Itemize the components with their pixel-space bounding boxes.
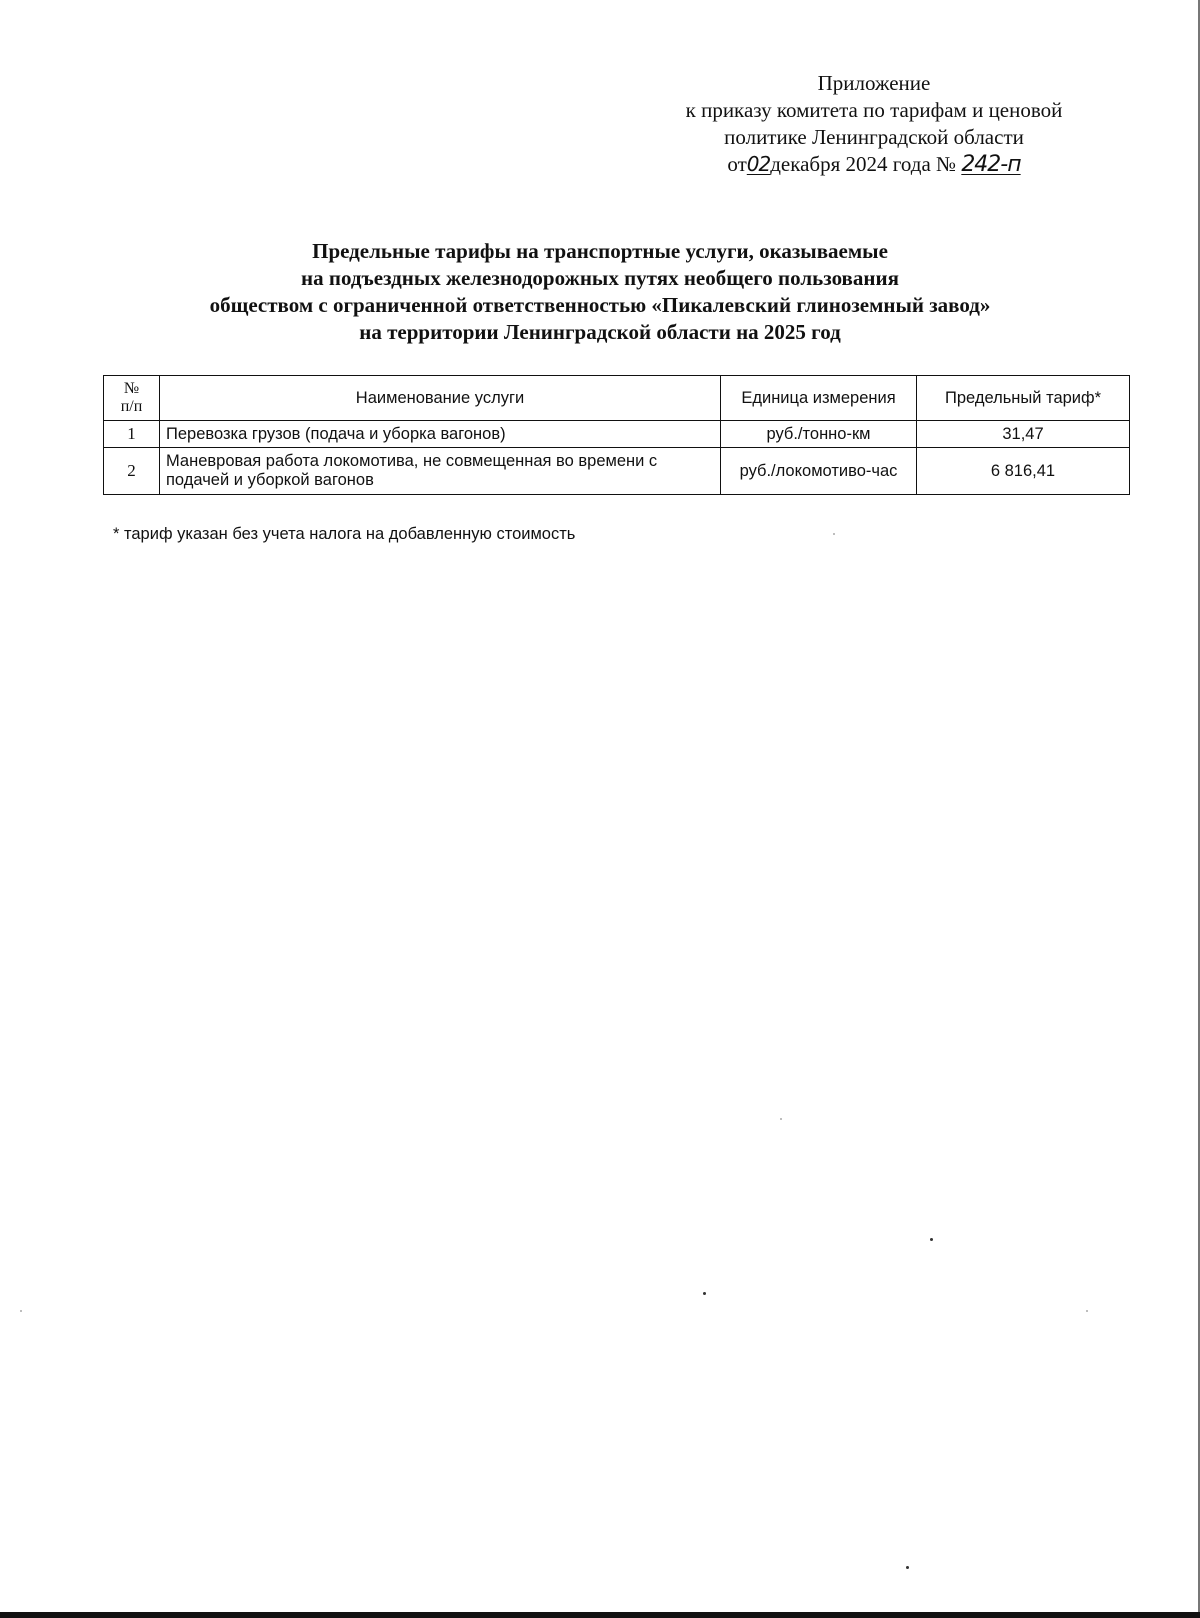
title-line-1: Предельные тарифы на транспортные услуги, оказываемые	[312, 239, 888, 263]
order-prefix: от	[727, 152, 747, 176]
row-tariff: 31,47	[917, 421, 1130, 448]
scan-speck	[906, 1566, 909, 1569]
title-line-2: на подъездных железнодорожных путях необщего пользования	[301, 266, 899, 290]
handwritten-order-number: 242-п	[961, 152, 1021, 177]
table-row	[104, 448, 1130, 495]
scan-speck	[1086, 1310, 1088, 1312]
document-title	[150, 238, 1050, 346]
title-line-3: обществом с ограниченной ответственностью «Пикалевский глиноземный завод»	[209, 293, 991, 317]
row-unit: руб./локомотиво-час	[721, 448, 917, 495]
footnote: * тариф указан без учета налога на добавленную стоимость	[113, 525, 576, 543]
scan-speck	[780, 1118, 782, 1120]
scan-speck	[833, 533, 835, 535]
row-tariff: 6 816,41	[917, 448, 1130, 495]
row-num: 1	[104, 421, 160, 448]
appendix-line-1: к приказу комитета по тарифам и ценовой	[685, 98, 1063, 122]
scan-speck	[703, 1292, 706, 1295]
tariff-table	[103, 375, 1130, 495]
header-num-line-1: №	[123, 380, 140, 397]
header-num-line-2: п/п	[120, 398, 143, 415]
header-tariff: Предельный тариф*	[917, 376, 1130, 421]
title-line-4: на территории Ленинградской области на 2025 год	[359, 320, 841, 344]
header-service: Наименование услуги	[160, 376, 721, 421]
scan-speck	[930, 1238, 933, 1241]
row-unit: руб./тонно-км	[721, 421, 917, 448]
order-reference	[644, 151, 1104, 178]
scan-speck	[20, 1310, 22, 1312]
row-service: Маневровая работа локомотива, не совмещенная во времени с подачей и уборкой вагонов	[160, 448, 721, 495]
header-unit: Единица измерения	[721, 376, 917, 421]
table-header-row	[104, 376, 1130, 421]
handwritten-order-day: 02	[746, 152, 771, 176]
scan-edge	[0, 1612, 1200, 1618]
header-num	[104, 376, 160, 421]
table-row	[104, 421, 1130, 448]
row-num: 2	[104, 448, 160, 495]
row-service: Перевозка грузов (подача и уборка вагонов)	[160, 421, 721, 448]
order-date-text: декабря 2024 года №	[770, 152, 957, 176]
appendix-title: Приложение	[817, 71, 931, 95]
appendix-line-2: политике Ленинградской области	[724, 125, 1024, 149]
appendix-header	[644, 70, 1104, 178]
